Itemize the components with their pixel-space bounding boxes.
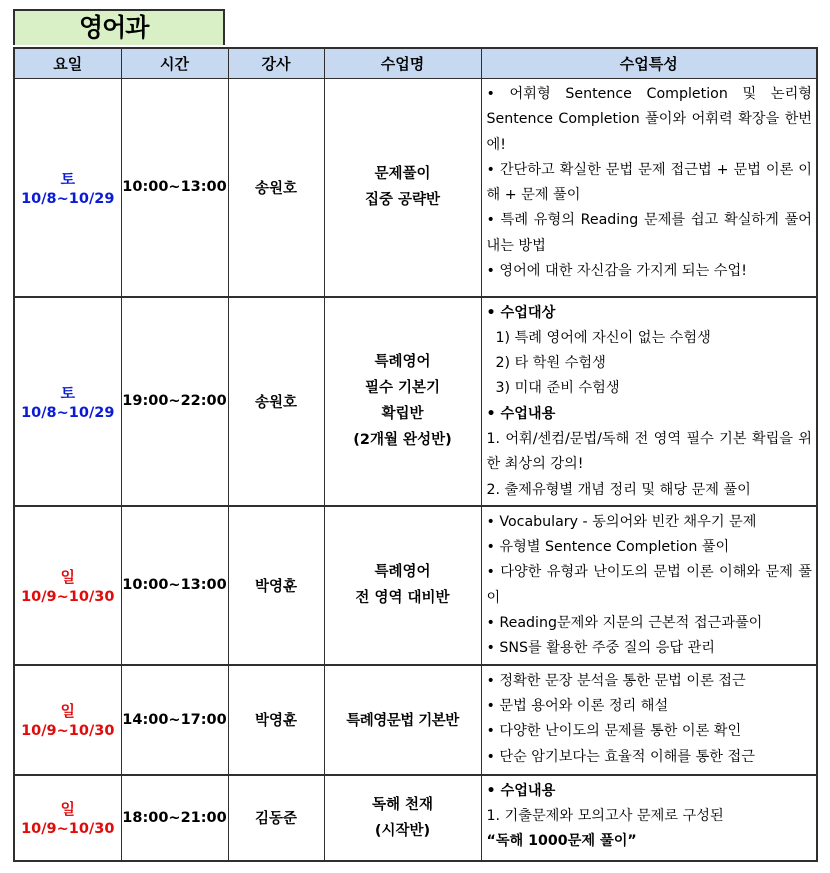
department-title: 영어과 (13, 9, 225, 45)
feature-item: 2) 타 학원 수험생 (495, 355, 606, 372)
feature-item: • 수업내용 (486, 405, 556, 422)
features-cell (481, 775, 817, 861)
header-day: 요일 (14, 48, 121, 79)
course-line: 특례영어 (374, 564, 431, 581)
feature-item: • 특례 유형의 Reading 문제를 쉽고 확실하게 풀어내는 방법 (486, 212, 812, 254)
header-time: 시간 (121, 48, 228, 79)
day-label: 토 (60, 383, 75, 402)
feature-item: • 다양한 난이도의 문제를 통한 이론 확인 (486, 723, 742, 740)
teacher-cell: 박영훈 (228, 506, 324, 665)
table-row (14, 297, 817, 506)
feature-item: • 다양한 유형과 난이도의 문법 이론 이해와 문제 풀이 (486, 564, 812, 606)
feature-item: • 어휘형 Sentence Completion 및 논리형 Sentence Completion 풀이와 어휘력 확장을 한번에! (486, 86, 812, 153)
date-range: 10/9~10/30 (21, 723, 115, 740)
features-cell (481, 506, 817, 665)
feature-item: • 문법 용어와 이론 정리 해설 (486, 698, 669, 715)
day-cell (14, 775, 121, 861)
time-cell: 14:00~17:00 (121, 665, 228, 775)
feature-item: 3) 미대 준비 수험생 (495, 380, 620, 397)
feature-item: • 수업대상 (486, 304, 556, 321)
feature-item: 1) 특례 영어에 자신이 없는 수험생 (495, 329, 711, 346)
feature-item: • 수업내용 (486, 782, 556, 799)
time-cell: 10:00~13:00 (121, 79, 228, 297)
teacher-cell: 박영훈 (228, 665, 324, 775)
course-cell (324, 506, 481, 665)
teacher-cell: 송원호 (228, 79, 324, 297)
day-label: 일 (60, 702, 75, 721)
date-range: 10/8~10/29 (21, 190, 115, 207)
day-cell (14, 297, 121, 506)
day-cell (14, 665, 121, 775)
time-cell: 19:00~22:00 (121, 297, 228, 506)
feature-item: • 영어에 대한 자신감을 가지게 되는 수업! (486, 263, 747, 280)
course-line: 전 영역 대비반 (355, 590, 450, 607)
course-line: 특례영문법 기본반 (346, 713, 459, 730)
day-label: 일 (60, 567, 75, 586)
features-cell (481, 665, 817, 775)
header-course: 수업명 (324, 48, 481, 79)
course-cell (324, 297, 481, 506)
header-features: 수업특성 (481, 48, 817, 79)
table-row (14, 79, 817, 297)
feature-item: • 단순 암기보다는 효율적 이해를 통한 접근 (486, 748, 755, 765)
features-cell (481, 79, 817, 297)
day-label: 일 (60, 800, 75, 819)
time-cell: 10:00~13:00 (121, 506, 228, 665)
schedule-table (13, 47, 818, 862)
features-cell (481, 297, 817, 506)
course-line: 필수 기본기 (364, 380, 441, 397)
feature-item: 2. 출제유형별 개념 정리 및 해당 문제 풀이 (486, 481, 751, 498)
course-line: 특례영어 (374, 354, 431, 371)
feature-item: • Vocabulary - 동의어와 빈칸 채우기 문제 (486, 513, 757, 530)
course-line: (2개월 완성반) (353, 432, 452, 449)
course-cell (324, 79, 481, 297)
feature-item: • Reading문제와 지문의 근본적 접근과풀이 (486, 615, 763, 632)
day-cell (14, 506, 121, 665)
date-range: 10/9~10/30 (21, 821, 115, 838)
feature-item: 1. 어휘/센컴/문법/독해 전 영역 필수 기본 확립을 위한 최상의 강의! (486, 430, 812, 473)
day-label: 토 (60, 169, 75, 188)
table-row (14, 665, 817, 775)
header-teacher: 강사 (228, 48, 324, 79)
date-range: 10/9~10/30 (21, 588, 115, 605)
table-header-row (14, 48, 817, 79)
course-line: 독해 천재 (371, 796, 434, 813)
table-row (14, 506, 817, 665)
course-line: 문제풀이 (374, 166, 431, 183)
table-row (14, 775, 817, 861)
date-range: 10/8~10/29 (21, 404, 115, 421)
course-cell (324, 665, 481, 775)
course-cell (324, 775, 481, 861)
teacher-cell: 송원호 (228, 297, 324, 506)
course-line: 확립반 (381, 406, 424, 423)
course-line: (시작반) (374, 822, 431, 839)
feature-item: • 간단하고 확실한 문법 문제 접근법 + 문법 이론 이해 + 문제 풀이 (486, 161, 812, 204)
feature-item: • SNS를 활용한 주중 질의 응답 관리 (486, 640, 716, 657)
teacher-cell: 김동준 (228, 775, 324, 861)
day-cell (14, 79, 121, 297)
feature-item: • 유형별 Sentence Completion 풀이 (486, 539, 730, 556)
feature-item: • 정확한 문장 분석을 통한 문법 이론 접근 (486, 672, 746, 689)
time-cell: 18:00~21:00 (121, 775, 228, 861)
feature-item: “독해 1000문제 풀이” (486, 833, 637, 850)
course-line: 집중 공략반 (364, 192, 441, 209)
feature-item: 1. 기출문제와 모의고사 문제로 구성된 (486, 808, 724, 825)
